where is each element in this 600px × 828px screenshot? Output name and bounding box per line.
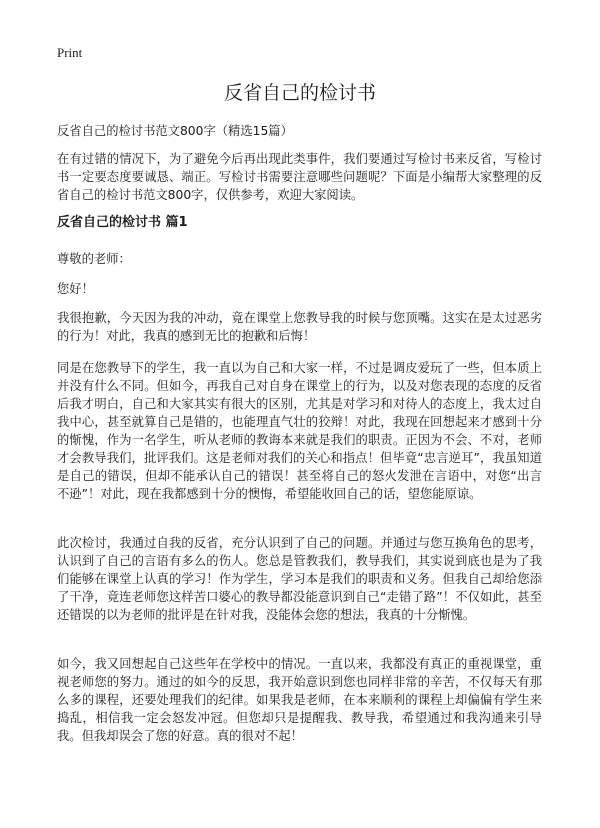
greeting-line: 您好！: [57, 282, 94, 296]
body-paragraph: 此次检讨，我通过自我的反省，充分认识到了自己的问题。并通过与您互换角色的思考，认识到了自己的言语有多么的伤人。您总是管教我们，教导我们，其实说到底也是为了我们能够在课堂上认真的学习！作为学生，学习本是我们的职责和义务。但我自己却给您添了干净，竟连老师您这样苦口婆心的教导都没能意识到自己“走错了路”！不仅如此，甚至还错误的以为老师的批评是在针对我，没能体会您的想法，我真的十分惭愧。: [57, 536, 542, 622]
body-paragraph: 如今，我又回想起自己这些年在学校中的情况。一直以来，我都没有真正的重视课堂，重视老师您的努力。通过的如今的反思，我开始意识到您也同样非常的辛苦，不仅每天有那么多的课程，还要处理我们的纪律。如果我是老师，在本来顺利的课程上却偏偏有学生来捣乱，相信我一定会怒发冲冠。但您却只是提醒我、教导我，希望通过和我沟通来引导我。但我却误会了您的好意。真的很对不起！: [57, 657, 542, 743]
intro-paragraph: 在有过错的情况下，为了避免今后再出现此类事件，我们要通过写检讨书来反省，写检讨书一定要态度要诚恳、端正。写检讨书需要注意哪些问题呢？下面是小编帮大家整理的反省自己的检讨书范文800字，仅供参考，欢迎大家阅读。: [57, 152, 542, 202]
body-paragraph: 同是在您教导下的学生，我一直以为自己和大家一样，不过是调皮爱玩了一些，但本质上并没有什么不同。但如今，再我自己对自身在课堂上的行为，以及对您表现的态度的反省后我才明白，自己和大家其实有很大的区别，尤其是对学习和对待人的态度上，我太过自我中心，甚至就算自己是错的，也能理直气壮的狡辩！对此，我现在回想起来才感到十分的惭愧，作为一名学生，听从老师的教诲本来就是我们的职责。正因为不会、不对，老师才会教导我们，批评我们。这是老师对我们的关心和指点！但毕竟“忠言逆耳”，我虽知道是自己的错误，但却不能承认自己的错误！甚至将自己的怒火发泄在言语中，对您“出言不逊”！对此，现在我都感到十分的懊悔，希望能收回自己的话，望您能原谅。: [57, 361, 542, 501]
page-title: 反省自己的检讨书: [223, 82, 376, 104]
body-paragraph: 我很抱歉，今天因为我的冲动，竟在课堂上您教导我的时候与您顶嘴。这实在是太过恶劣的行为！对此，我真的感到无比的抱歉和后悔！: [57, 311, 542, 343]
salutation: 尊敬的老师：: [57, 252, 131, 266]
print-link[interactable]: Print: [57, 45, 83, 60]
section-heading: 反省自己的检讨书 篇1: [57, 215, 188, 230]
subtitle: 反省自己的检讨书范文800字（精选15篇）: [57, 124, 293, 138]
